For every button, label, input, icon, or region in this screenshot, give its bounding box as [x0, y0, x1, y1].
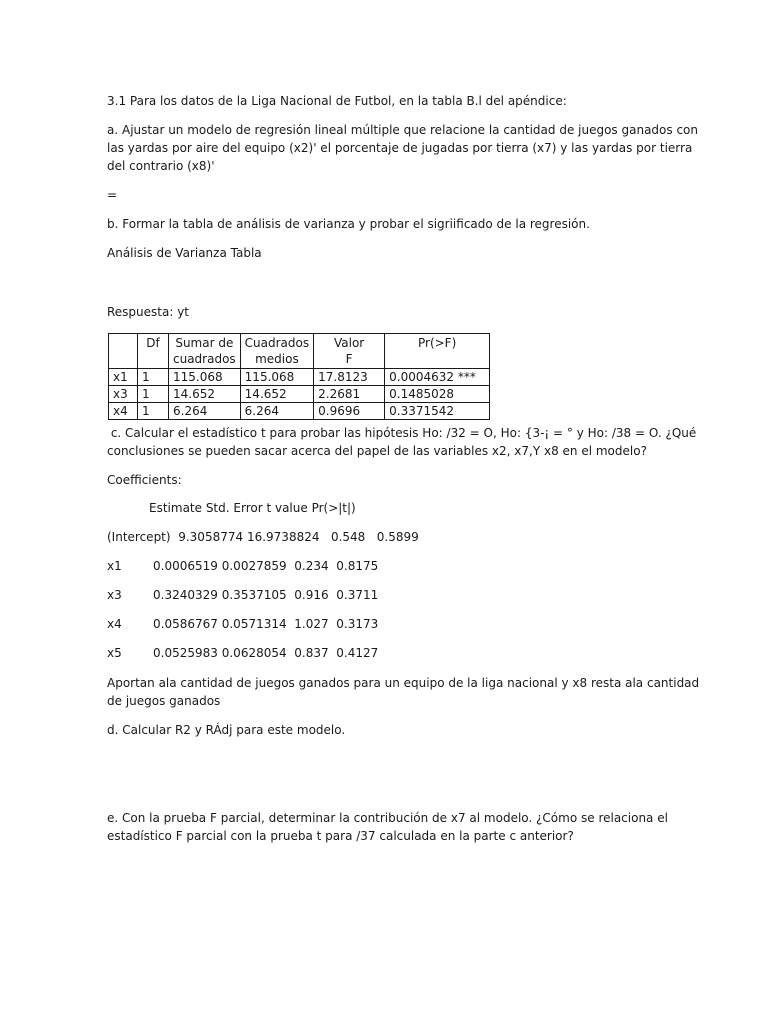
coefficients-row — [107, 558, 378, 574]
coef-estimate: 0.0006519 — [153, 559, 218, 573]
coef-t-value: 0.916 — [294, 588, 329, 602]
anova-cell-df: 1 — [138, 386, 169, 403]
coefficients-heading: Coefficients: — [107, 473, 182, 487]
coef-term: x1 — [107, 559, 122, 573]
coef-term: x3 — [107, 588, 122, 602]
coef-std-error: 0.0628054 — [221, 646, 287, 660]
equals-line: = — [107, 188, 118, 202]
coef-estimate: 0.0586767 — [153, 617, 218, 631]
anova-cell-f: 2.2681 — [314, 386, 385, 403]
conclusion-line-1: Aportan ala cantidad de juegos ganados para un equipo de la liga nacional y x8 resta ala cantidad — [107, 676, 700, 690]
anova-header-f-line-2: F — [345, 352, 353, 366]
coef-p-value: 0.3173 — [336, 617, 379, 631]
question-c-line-1: c. Calcular el estadístico t para probar las hipótesis Ho: /32 = O, Ho: {3-¡ = ° y Ho: /38 = O. ¿Qué — [107, 426, 697, 440]
coef-term: (Intercept) — [107, 530, 171, 544]
anova-cell-p: 0.1485028 — [385, 386, 490, 403]
question-a-line-3: del contrario (x8)' — [107, 159, 215, 173]
coef-term: x5 — [107, 646, 122, 660]
coef-t-value: 0.548 — [330, 530, 366, 544]
coef-p-value: 0.4127 — [336, 646, 379, 660]
question-e-line-1: e. Con la prueba F parcial, determinar la contribución de x7 al modelo. ¿Cómo se relaciona el — [107, 811, 668, 825]
anova-cell-ms: 6.264 — [240, 403, 313, 420]
coef-t-value: 1.027 — [294, 617, 329, 631]
coef-estimate: 0.0525983 — [153, 646, 218, 660]
anova-header-ss-line-1: Sumar de — [175, 336, 234, 350]
question-c-line-2: conclusiones se pueden sacar acerca del papel de las variables x2, x7,Y x8 en el modelo? — [107, 444, 647, 458]
anova-header-df: Df — [138, 334, 169, 369]
coef-estimate: 9.3058774 — [178, 530, 244, 544]
anova-header-f — [314, 334, 385, 369]
anova-cell-term: x1 — [109, 369, 138, 386]
anova-header-row — [109, 334, 490, 369]
coefficients-row — [107, 587, 378, 603]
anova-heading: Análisis de Varianza Tabla — [107, 246, 262, 260]
question-3-1: 3.1 Para los datos de la Liga Nacional de Futbol, en la tabla B.l del apéndice: — [107, 94, 567, 108]
question-a-line-1: a. Ajustar un modelo de regresión lineal múltiple que relacione la cantidad de juegos ganados con — [107, 123, 698, 137]
anova-header-f-line-1: Valor — [334, 336, 365, 350]
coefficients-row — [107, 616, 378, 632]
anova-header-ss — [169, 334, 241, 369]
coefficients-header: Estimate Std. Error t value Pr(>|t|) — [149, 501, 356, 515]
coef-std-error: 16.9738824 — [246, 530, 320, 544]
anova-row — [109, 403, 490, 420]
anova-header-ms-line-1: Cuadrados — [244, 336, 310, 350]
coef-p-value: 0.3711 — [336, 588, 379, 602]
anova-row — [109, 386, 490, 403]
coefficients-row — [107, 645, 378, 661]
anova-cell-f: 17.8123 — [314, 369, 385, 386]
coef-t-value: 0.837 — [294, 646, 329, 660]
anova-header-ms-line-2: medios — [255, 352, 299, 366]
anova-cell-ss: 6.264 — [169, 403, 241, 420]
anova-cell-df: 1 — [138, 369, 169, 386]
coef-std-error: 0.3537105 — [221, 588, 287, 602]
anova-header-ms — [240, 334, 313, 369]
anova-cell-term: x4 — [109, 403, 138, 420]
coef-term: x4 — [107, 617, 122, 631]
question-d: d. Calcular R2 y RÁdj para este modelo. — [107, 723, 346, 737]
anova-cell-p: 0.3371542 — [385, 403, 490, 420]
anova-cell-ss: 115.068 — [169, 369, 241, 386]
anova-cell-ms: 115.068 — [240, 369, 313, 386]
anova-header-ss-line-2: cuadrados — [173, 352, 236, 366]
coef-std-error: 0.0027859 — [221, 559, 287, 573]
respuesta-label: Respuesta: yt — [107, 305, 190, 319]
coefficients-row — [107, 529, 419, 545]
anova-cell-ms: 14.652 — [240, 386, 313, 403]
anova-cell-term: x3 — [109, 386, 138, 403]
conclusion-line-2: de juegos ganados — [107, 694, 221, 708]
anova-cell-f: 0.9696 — [314, 403, 385, 420]
anova-row — [109, 369, 490, 386]
coef-estimate: 0.3240329 — [153, 588, 218, 602]
anova-cell-ss: 14.652 — [169, 386, 241, 403]
coef-std-error: 0.0571314 — [221, 617, 287, 631]
anova-table — [108, 333, 490, 420]
anova-cell-df: 1 — [138, 403, 169, 420]
anova-cell-p: 0.0004632 *** — [385, 369, 490, 386]
anova-header-term — [109, 334, 138, 369]
coef-p-value: 0.5899 — [376, 530, 419, 544]
coef-p-value: 0.8175 — [336, 559, 379, 573]
question-a-line-2: las yardas por aire del equipo (x2)' el porcentaje de jugadas por tierra (x7) y las yardas por tierra — [107, 141, 693, 155]
question-e-line-2: estadístico F parcial con la prueba t para /37 calculada en la parte c anterior? — [107, 829, 574, 843]
question-b: b. Formar la tabla de análisis de varianza y probar el sigriificado de la regresión. — [107, 217, 590, 231]
anova-header-p: Pr(>F) — [385, 334, 490, 369]
coef-t-value: 0.234 — [294, 559, 329, 573]
